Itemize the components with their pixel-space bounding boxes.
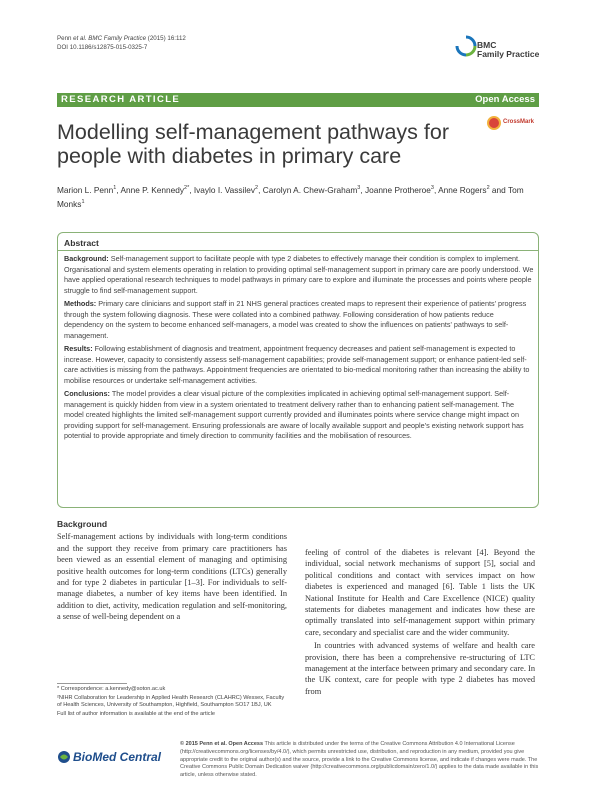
open-access-label: Open Access (475, 94, 535, 105)
crossmark-label: CrossMark (503, 119, 535, 125)
citation-authors: Penn (57, 35, 74, 42)
logo-line1: BMC (477, 40, 497, 50)
body-paragraph: feeling of control of the diabetes is relevant [4]. Beyond the individual, social network mechanisms of support [5], social and political conditions and contact with services impact on how diabetes is experienced and managed [6]. Table 1 lists the UK National Institute for Health and Care Excellence (NICE) quality statements for diabetes management and indicates how these are optimally translated into self-management support within primary care, secondary and specialist care and the wider community. (305, 548, 535, 637)
author-info-note: Full list of author information is available at the end of the article (57, 710, 215, 717)
footnotes (57, 686, 287, 719)
abstract-background: Background: Self-management support to facilitate people with type 2 diabetes to effectively manage their condition is complex to implement. Organisational and system elements operating in relation to providing optimal self-management support in primary care are poorly understood. We have applied operational research techniques to model pathways in primary care to explore and illuminate the processes and points where people struggle to find self-management support. (64, 254, 534, 295)
body-paragraph: In countries with advanced systems of welfare and health care provision, there has been a comprehensive re-structuring of LTC management at the interface between primary and secondary care. In the UK context, care for people with type 2 diabetes has moved from (305, 641, 535, 696)
author: Tom Monks$^1$ (57, 184, 524, 210)
license-body: This article is distributed under the terms of the Creative Commons Attribution 4.0 International License (http://creativecommons.org/licenses/by/4.0/), which permits unrestricted use, distribution, and reproduction in any medium, provided you give appropriate credit to the original author(s) and the source, provide a link to the Creative Commons license, and indicate if changes were made. The Creative Commons Public Domain Dedication waiver (http://creativecommons.org/publicdomain/zero/1.0/) applies to the data made available in this article, unless otherwise stated. (180, 741, 539, 779)
article-type-banner (57, 93, 539, 107)
body-left-column (57, 519, 287, 623)
publisher-name: BioMed Central (73, 750, 162, 764)
citation-journal: et al. BMC Family Practice (73, 35, 147, 42)
affiliation: ²NIHR Collaboration for Leadership in Applied Health Research (CLAHRC) Wessex, Faculty of Health Sciences, University of Southampton, Highfield, Southampton SO17 1BJ, UK (57, 694, 285, 709)
body-paragraph: Self-management actions by individuals with long-term conditions and the support they receive from primary care practitioners has been viewed as an essential element of managing and optimising positive health outcomes for long-term conditions (LTCs) generally and for type 2 diabetes in particular [1–3]. For individuals to self-manage diabetes, a number of key items have been identified. In addition to diet, activity, medication regulation and self-monitoring, a sense of well-being dependent on a (57, 532, 287, 622)
section-heading: Background (57, 519, 108, 529)
footnote-divider (57, 683, 127, 684)
citation-line (57, 34, 186, 43)
body-right-column (305, 547, 535, 697)
author: Carolyn A. Chew-Graham$^3$, (262, 184, 365, 195)
citation-year: (2015) 16:112 (146, 35, 186, 42)
abstract-heading: Abstract (64, 238, 99, 248)
doi: DOI 10.1186/s12875-015-0325-7 (57, 44, 148, 51)
author: Anne P. Kennedy$^{2*}$, (120, 184, 194, 195)
article-type-label: RESEARCH ARTICLE (61, 94, 181, 105)
bmc-swirl-icon (455, 35, 477, 57)
article-title: Modelling self-management pathways for people with diabetes in primary care (57, 120, 449, 168)
abstract-methods: Methods: Primary care clinicians and support staff in 21 NHS general practices created maps to represent their experience of patients' progress through the system following diagnosis. These were collated into a combined pathway. Following consideration of how patients reduce dependency on the system to become enhanced self-managers, a model was created to show the influences on patients' pathways to self-management. (64, 299, 527, 340)
author: Marion L. Penn$^1$, (57, 184, 121, 195)
biomed-central-icon (57, 750, 71, 764)
abstract-box (57, 232, 539, 508)
crossmark-badge[interactable] (487, 116, 547, 132)
crossmark-icon (487, 116, 501, 130)
abstract-body (64, 254, 534, 445)
logo-line2: Family Practice (477, 49, 540, 59)
abstract-divider (58, 250, 538, 251)
author-list (57, 182, 539, 211)
license-copyright: © 2015 Penn et al. Open Access (180, 741, 264, 747)
correspondence: * Correspondence: a.kennedy@soton.ac.uk (57, 686, 166, 692)
license-text (180, 741, 540, 780)
author: Ivaylo I. Vassilev$^2$, (193, 184, 263, 195)
publisher-logo (57, 749, 177, 765)
author: Joanne Protheroe$^3$, (364, 184, 439, 195)
abstract-conclusions: Conclusions: The model provides a clear visual picture of the complexities implicated in achieving optimal self-management support. Self-management is quickly hidden from view in a system orientated to treatment delivery rather than to enhancing patient self-management. The model created highlights the limited self-management support currently provided and illuminates points where service change might impact on providing support for self-management. Ensuring professionals are aware of locally available support and people's existing network support has potential to provide appropriate and timely direction to community facilities and the mobilisation of resources. (64, 389, 524, 440)
journal-logo (455, 33, 555, 61)
abstract-results: Results: Following establishment of diagnosis and treatment, appointment frequency decreases and patient self-management is expected to increase. However, capacity to consistently assess self-management capabilities; provide self-management support; or enhance patient-led self-care activities is missing from the pathways. Appointment frequencies are orientated to bio-medical monitoring rather than increasing the ability to mobilise resources or undertake self-management activities. (64, 344, 530, 385)
author: Anne Rogers$^2$ and (438, 184, 508, 195)
citation-header (57, 34, 186, 52)
